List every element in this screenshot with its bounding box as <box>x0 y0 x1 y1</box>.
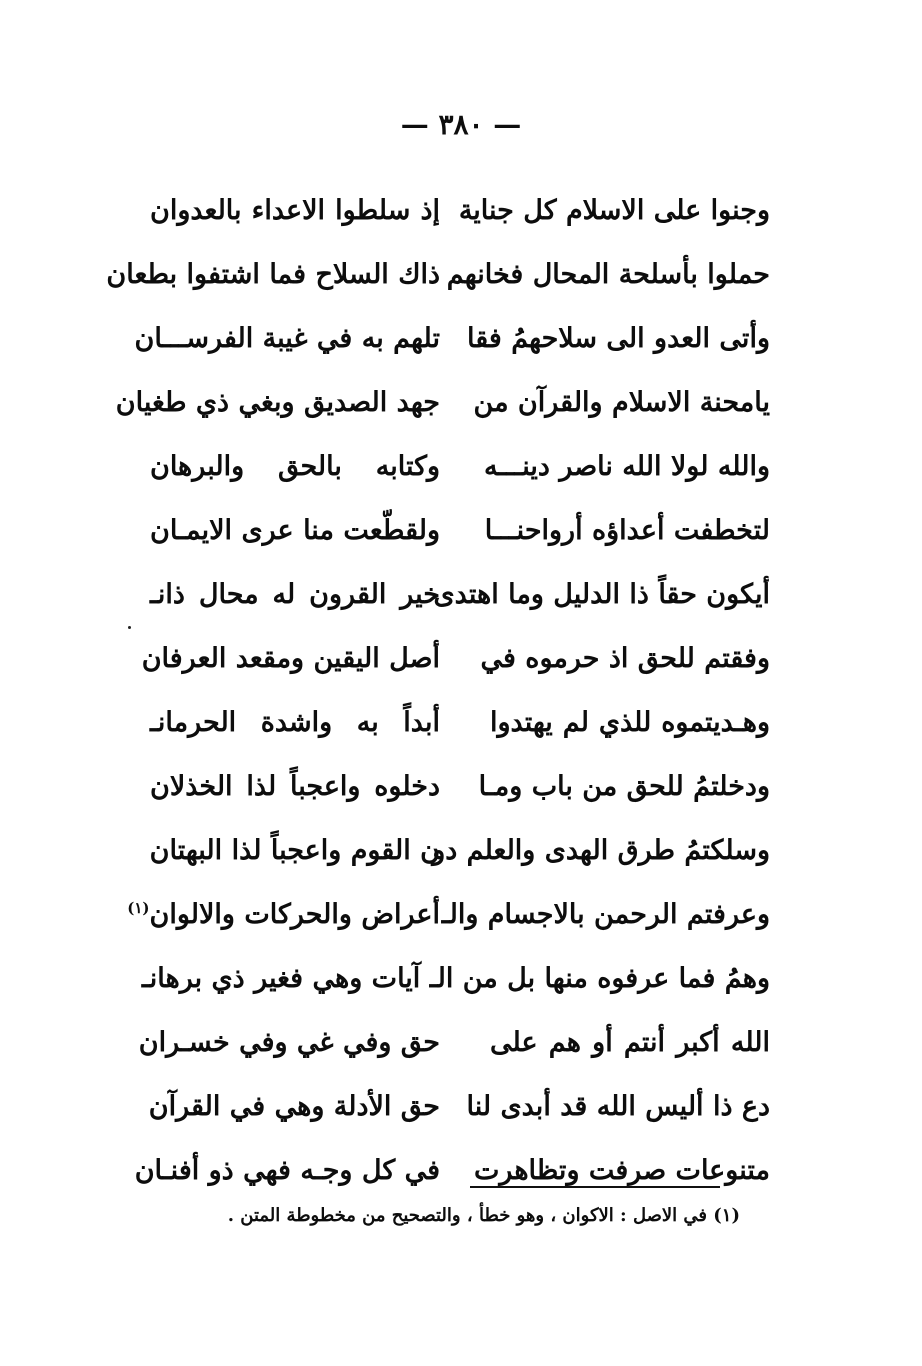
verse-first-hemistich: وعرفتم الرحمن بالاجسام والـ <box>441 898 770 930</box>
verse-first-hemistich: أيكون حقاً ذا الدليل وما اهتدى <box>433 578 770 610</box>
verse <box>150 690 770 754</box>
verse-second-hemistich: إذ سلطوا الاعداء بالعدوان <box>150 194 440 226</box>
verse-first-hemistich: وجنوا على الاسلام كل جناية <box>458 194 770 226</box>
print-speck <box>128 626 131 629</box>
verse-second-hemistich-text: أعراض والحركات والالوان <box>149 898 440 930</box>
verse <box>150 434 770 498</box>
footnote-divider <box>470 1186 720 1188</box>
verse-first-hemistich: والله لولا الله ناصر دينـــه <box>484 450 770 482</box>
verse-second-hemistich: أبداً به واشدة الحرمانـ <box>150 706 440 738</box>
verse-second-hemistich: حق الأدلة وهي في القرآن <box>148 1090 440 1122</box>
verse-first-hemistich: الله أكبر أنتم أو هم على <box>490 1026 770 1058</box>
verse-first-hemistich: حملوا بأسلحة المحال فخانهم <box>446 258 770 290</box>
verse-first-hemistich: يامحنة الاسلام والقرآن من <box>473 386 770 418</box>
verse <box>150 178 770 242</box>
verse <box>115 370 770 434</box>
verse <box>106 242 770 306</box>
verse-first-hemistich: لتخطفت أعداؤه أرواحنـــا <box>484 514 770 546</box>
verse-second-hemistich: وكتابه بالحق والبرهان <box>150 450 440 482</box>
verse-second-hemistich: حق وفي غي وفي خسـران <box>138 1026 440 1058</box>
page-number: — ٣٨٠ — <box>400 108 522 141</box>
verse <box>150 562 770 626</box>
verse-second-hemistich: ن القوم واعجباً لذا البهتان <box>149 834 440 866</box>
verse-second-hemistich: خير القرون له محال ذانـ <box>150 578 440 610</box>
poem <box>106 178 770 1202</box>
verse-first-hemistich: وفقتم للحق اذ حرموه في <box>480 642 770 674</box>
verse-first-hemistich: وسلكتمُ طرق الهدى والعلم دو <box>432 834 770 866</box>
verse <box>150 498 770 562</box>
verse <box>150 1074 770 1138</box>
footnote: (١) في الاصل : الاكوان ، وهو خطأ ، والتصحيح من مخطوطة المتن . <box>227 1205 740 1226</box>
verse-first-hemistich: وهـديتموه للذي لم يهتدوا <box>490 706 770 738</box>
verse <box>127 882 770 946</box>
verse-second-hemistich: أصل اليقين ومقعد العرفان <box>141 642 440 674</box>
verse-first-hemistich: متنوعات صرفت وتظاهرت <box>474 1154 770 1186</box>
verse-joined-text: وهمُ فما عرفوه منها بل من الـ آيات وهي فغير ذي برهانـ <box>141 962 770 994</box>
footnote-reference: (١) <box>127 898 150 917</box>
verse-second-hemistich: ذاك السلاح فما اشتفوا بطعان <box>106 258 440 290</box>
verse-second-hemistich <box>127 898 440 930</box>
verse <box>141 626 770 690</box>
verse <box>150 754 770 818</box>
verse <box>150 818 770 882</box>
verse-second-hemistich: ولقطّعت منا عرى الايمـان <box>150 514 440 546</box>
verse-second-hemistich: تلهم به في غيبة الفرســـان <box>134 322 440 354</box>
verse-first-hemistich: ودخلتمُ للحق من باب ومـا <box>478 770 770 802</box>
verse-second-hemistich: في كل وجـه فهي ذو أفنـان <box>134 1154 440 1186</box>
verse-first-hemistich: وأتى العدو الى سلاحهمُ فقا <box>467 322 770 354</box>
verse-first-hemistich: دع ذا أليس الله قد أبدى لنا <box>466 1090 770 1122</box>
verse <box>138 1010 770 1074</box>
verse <box>134 1138 770 1202</box>
verse-second-hemistich: جهد الصديق وبغي ذي طغيان <box>115 386 440 418</box>
verse <box>134 306 770 370</box>
verse-second-hemistich: دخلوه واعجباً لذا الخذلان <box>150 770 440 802</box>
verse-full-line <box>141 946 770 1010</box>
